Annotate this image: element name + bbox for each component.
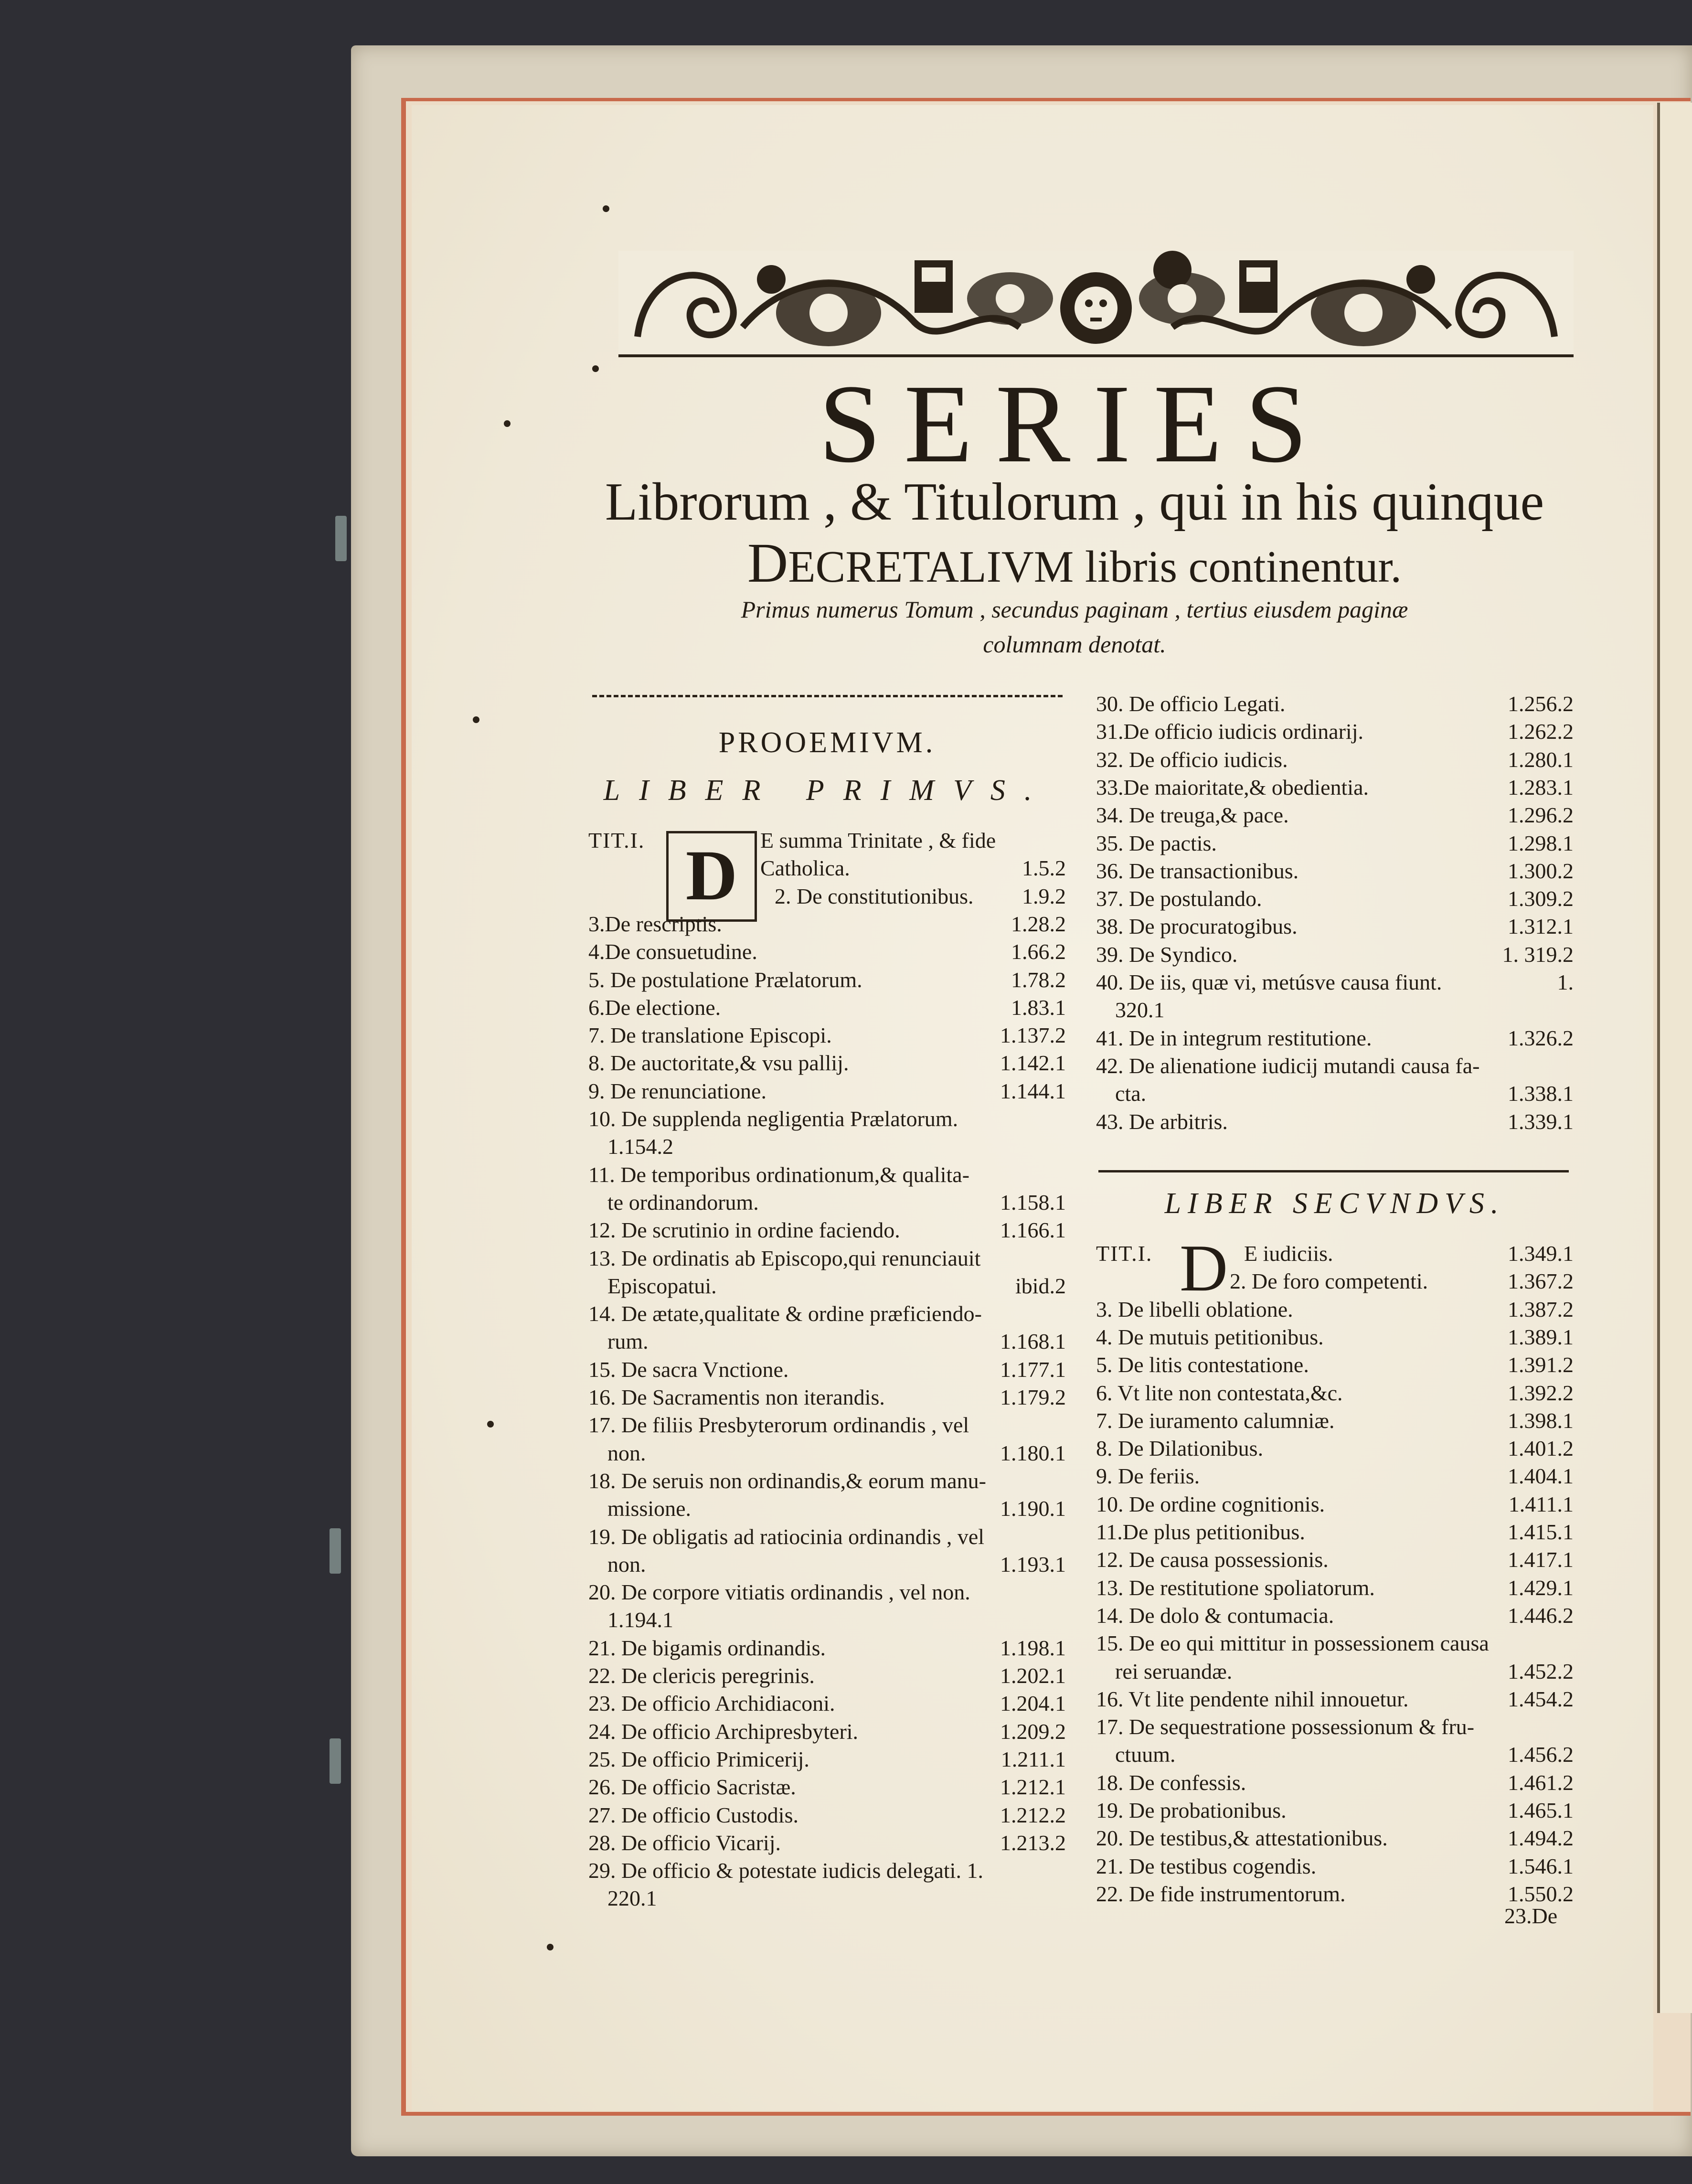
entry-title: 18. De seruis non ordinandis,& eorum manu- bbox=[588, 1468, 986, 1493]
entry-reference: 1.179.2 bbox=[1000, 1385, 1066, 1409]
index-entry bbox=[588, 1300, 1066, 1328]
entry-title: 16. De Sacramentis non iterandis. bbox=[588, 1385, 885, 1409]
entry-reference: 1.296.2 bbox=[1508, 803, 1574, 828]
clasp-hinge bbox=[330, 1738, 341, 1784]
entry-reference: 1.28.2 bbox=[1011, 911, 1066, 936]
entry-title: 1.194.1 bbox=[607, 1608, 673, 1632]
entry-reference: 1.158.1 bbox=[1000, 1190, 1066, 1215]
index-entry bbox=[588, 1049, 1066, 1077]
entry-reference: 1.367.2 bbox=[1508, 1269, 1574, 1294]
entry-title: 8. De auctoritate,& vsu pallij. bbox=[588, 1051, 849, 1076]
entry-reference: ibid.2 bbox=[1015, 1273, 1066, 1298]
entry-reference: 1.550.2 bbox=[1508, 1881, 1574, 1906]
divider-rule bbox=[592, 695, 1063, 697]
index-entry bbox=[1096, 885, 1574, 913]
entry-title: 26. De officio Sacristæ. bbox=[588, 1775, 796, 1800]
index-entry bbox=[607, 1551, 1066, 1578]
entry-reference: 1.429.1 bbox=[1508, 1575, 1574, 1600]
index-entry bbox=[760, 827, 1066, 854]
index-entry bbox=[607, 1133, 1066, 1161]
entry-title: 21. De testibus cogendis. bbox=[1096, 1854, 1317, 1878]
entry-reference: 1.401.2 bbox=[1508, 1436, 1574, 1461]
index-entry bbox=[588, 1690, 1066, 1717]
entry-title: 17. De sequestratione possessionum & fru- bbox=[1096, 1715, 1475, 1739]
entry-title: rei seruandæ. bbox=[1115, 1659, 1233, 1683]
subtitle-line-2 bbox=[549, 532, 1600, 594]
entry-reference: 1.546.1 bbox=[1508, 1854, 1574, 1878]
index-entry bbox=[607, 1272, 1066, 1300]
index-entry bbox=[1096, 1462, 1574, 1490]
entry-reference: 1.168.1 bbox=[1000, 1329, 1066, 1354]
index-entry bbox=[1096, 746, 1574, 774]
entry-reference: 1.417.1 bbox=[1508, 1547, 1574, 1572]
stain-dot bbox=[504, 420, 511, 427]
entry-title: 19. De probationibus. bbox=[1096, 1798, 1287, 1822]
entry-reference: 1.256.2 bbox=[1508, 692, 1574, 716]
entry-title: 9. De feriis. bbox=[1096, 1464, 1200, 1489]
entry-reference: 1.461.2 bbox=[1508, 1770, 1574, 1795]
stain-dot bbox=[487, 1421, 494, 1428]
entry-reference: 1.212.2 bbox=[1000, 1802, 1066, 1827]
entry-reference: 1.144.1 bbox=[1000, 1078, 1066, 1103]
entry-reference: 1.456.2 bbox=[1508, 1742, 1574, 1767]
index-entry bbox=[1096, 1853, 1574, 1880]
entry-reference: 1.190.1 bbox=[1000, 1496, 1066, 1521]
entry-reference: 1.454.2 bbox=[1508, 1686, 1574, 1711]
entry-reference: 1.180.1 bbox=[1000, 1440, 1066, 1465]
entry-title: 11. De temporibus ordinationum,& qualita- bbox=[588, 1162, 970, 1187]
entry-title: 3. De libelli oblatione. bbox=[1096, 1297, 1293, 1321]
index-entry bbox=[588, 1411, 1066, 1439]
note-line-1: Primus numerus Tomum , secundus paginam , tertius eiusdem paginæ bbox=[741, 596, 1408, 623]
index-entry bbox=[1115, 1658, 1574, 1685]
entry-title: E iudiciis. bbox=[1244, 1241, 1333, 1266]
index-entry bbox=[588, 1718, 1066, 1746]
entry-reference: 1.415.1 bbox=[1508, 1520, 1574, 1544]
entry-reference: 1.389.1 bbox=[1508, 1324, 1574, 1349]
entry-title: 13. De ordinatis ab Episcopo,qui renunciauit bbox=[588, 1246, 981, 1270]
entry-reference: 1.387.2 bbox=[1508, 1297, 1574, 1321]
index-entry bbox=[1096, 774, 1574, 801]
entry-reference: 1.392.2 bbox=[1508, 1380, 1574, 1405]
entry-title: 20. De testibus,& attestationibus. bbox=[1096, 1826, 1388, 1851]
index-entry bbox=[1096, 1323, 1574, 1351]
index-entry bbox=[1096, 1769, 1574, 1797]
index-entry bbox=[588, 1467, 1066, 1495]
index-entry bbox=[1096, 1880, 1574, 1908]
entry-title: Episcopatui. bbox=[607, 1273, 717, 1298]
proemium-heading: PROOEMIVM. bbox=[718, 726, 936, 759]
entry-title: 2. De constitutionibus. bbox=[775, 884, 974, 908]
stain-dot bbox=[603, 205, 609, 212]
index-entry bbox=[1115, 996, 1574, 1024]
entry-reference: 1.213.2 bbox=[1000, 1830, 1066, 1855]
entry-title: 320.1 bbox=[1115, 998, 1165, 1023]
headpiece-ornament-icon bbox=[618, 241, 1574, 365]
index-entry bbox=[588, 1662, 1066, 1690]
entry-title: 5. De litis contestatione. bbox=[1096, 1353, 1309, 1377]
entry-reference: 1.309.2 bbox=[1508, 886, 1574, 911]
note-line-2: columnam denotat. bbox=[983, 630, 1166, 658]
entry-reference: 1.465.1 bbox=[1508, 1798, 1574, 1822]
entry-title: 10. De supplenda negligentia Prælatorum. bbox=[588, 1107, 958, 1131]
entry-title: te ordinandorum. bbox=[607, 1190, 759, 1215]
entry-title: non. bbox=[607, 1440, 646, 1465]
entry-reference: 1.404.1 bbox=[1508, 1464, 1574, 1489]
entry-title: ctuum. bbox=[1115, 1742, 1176, 1767]
entry-title: 4.De consuetudine. bbox=[588, 939, 757, 964]
entry-title: 18. De confessis. bbox=[1096, 1770, 1246, 1795]
entry-title: 15. De sacra Vnctione. bbox=[588, 1357, 789, 1382]
index-entry bbox=[588, 1523, 1066, 1551]
entry-title: E summa Trinitate , & fide bbox=[760, 828, 996, 852]
index-entry bbox=[1096, 857, 1574, 885]
index-entry bbox=[588, 1216, 1066, 1244]
entry-reference: 1.177.1 bbox=[1000, 1357, 1066, 1382]
index-entry bbox=[588, 1746, 1066, 1773]
entry-title: 6.De electione. bbox=[588, 995, 721, 1020]
entry-title: rum. bbox=[607, 1329, 649, 1354]
index-entry bbox=[1096, 1713, 1574, 1741]
entry-reference: 1.66.2 bbox=[1011, 939, 1066, 964]
index-entry bbox=[1096, 718, 1574, 746]
entry-title: 31.De officio iudicis ordinarij. bbox=[1096, 719, 1363, 744]
entry-title: 9. De renunciatione. bbox=[588, 1078, 766, 1103]
index-entry bbox=[588, 994, 1066, 1022]
index-entry bbox=[607, 1189, 1066, 1216]
index-entry bbox=[607, 1328, 1066, 1355]
entry-reference: 1.5.2 bbox=[1022, 856, 1066, 881]
entry-reference: 1.204.1 bbox=[1000, 1691, 1066, 1716]
entry-reference: 1.300.2 bbox=[1508, 858, 1574, 883]
entry-title: 21. De bigamis ordinandis. bbox=[588, 1635, 826, 1660]
entry-reference: 1.211.1 bbox=[1000, 1747, 1066, 1771]
index-entry bbox=[1096, 1407, 1574, 1435]
entry-title: 36. De transactionibus. bbox=[1096, 858, 1299, 883]
entry-title: 15. De eo qui mittitur in possessionem causa bbox=[1096, 1631, 1489, 1656]
entry-reference: 1.262.2 bbox=[1508, 719, 1574, 744]
entry-title: 11.De plus petitionibus. bbox=[1096, 1520, 1305, 1544]
index-entry bbox=[1096, 1379, 1574, 1407]
index-entry bbox=[588, 1384, 1066, 1411]
entry-reference: 1.209.2 bbox=[1000, 1719, 1066, 1744]
entry-title: 5. De postulatione Prælatorum. bbox=[588, 967, 862, 992]
entry-title: 12. De causa possessionis. bbox=[1096, 1547, 1329, 1572]
index-entry bbox=[588, 1773, 1066, 1801]
entry-title: 42. De alienatione iudicij mutandi causa fa- bbox=[1096, 1053, 1480, 1078]
entry-reference: 1. bbox=[1557, 970, 1574, 994]
index-entry bbox=[1096, 1574, 1574, 1602]
entry-reference: 1.494.2 bbox=[1508, 1826, 1574, 1851]
entry-reference: 1.338.1 bbox=[1508, 1081, 1574, 1106]
entry-title: 25. De officio Primicerij. bbox=[588, 1747, 809, 1771]
index-entry bbox=[1096, 969, 1574, 996]
index-entry bbox=[1096, 1824, 1574, 1852]
entry-reference: 1.326.2 bbox=[1508, 1025, 1574, 1050]
entry-reference: 1.78.2 bbox=[1011, 967, 1066, 992]
subtitle-smallcaps: ECRETALIVM bbox=[788, 542, 1074, 592]
divider-rule bbox=[1098, 1170, 1569, 1172]
index-entry bbox=[588, 1829, 1066, 1857]
entry-title: 30. De officio Legati. bbox=[1096, 692, 1286, 716]
entry-title: missione. bbox=[607, 1496, 692, 1521]
liber-secundus-heading: LIBER SECVNDVS. bbox=[1164, 1187, 1505, 1220]
entry-reference: 1.283.1 bbox=[1508, 775, 1574, 799]
index-entry bbox=[607, 1885, 1066, 1912]
entry-title: 20. De corpore vitiatis ordinandis , vel non. bbox=[588, 1580, 970, 1605]
decorated-initial: D bbox=[666, 831, 757, 922]
index-entry bbox=[775, 883, 1066, 910]
entry-title: 8. De Dilationibus. bbox=[1096, 1436, 1264, 1461]
index-entry bbox=[1096, 1435, 1574, 1462]
clasp-hinge bbox=[330, 1528, 341, 1574]
entry-title: 220.1 bbox=[607, 1886, 657, 1911]
entry-reference: 1.339.1 bbox=[1508, 1109, 1574, 1134]
index-entry bbox=[1096, 1108, 1574, 1136]
subtitle-line-1: Librorum , & Titulorum , qui in his quinque bbox=[605, 472, 1544, 532]
subtitle-rest: libris continentur. bbox=[1074, 542, 1402, 592]
index-entry bbox=[1096, 1685, 1574, 1713]
entry-title: 22. De clericis peregrinis. bbox=[588, 1663, 815, 1688]
entry-title: 38. De procuratogibus. bbox=[1096, 914, 1298, 939]
entry-reference: 1.137.2 bbox=[1000, 1023, 1066, 1048]
entry-title: 29. De officio & potestate iudicis delegati. 1. bbox=[588, 1858, 983, 1883]
entry-title: 17. De filiis Presbyterorum ordinandis , vel bbox=[588, 1413, 969, 1438]
subtitle-initial: D bbox=[747, 532, 788, 594]
index-entry bbox=[588, 1857, 1066, 1885]
entry-reference: 1.142.1 bbox=[1000, 1051, 1066, 1076]
index-entry bbox=[1230, 1268, 1574, 1295]
explanatory-note bbox=[621, 592, 1528, 661]
index-entry bbox=[588, 1105, 1066, 1133]
initial-letter: D bbox=[1180, 1231, 1228, 1305]
index-entry bbox=[1096, 1296, 1574, 1323]
index-entry bbox=[1096, 1602, 1574, 1630]
entry-title: 34. De treuga,& pace. bbox=[1096, 803, 1289, 828]
index-entry bbox=[760, 854, 1066, 882]
entry-title: 14. De dolo & contumacia. bbox=[1096, 1603, 1334, 1628]
entry-title: Catholica. bbox=[760, 856, 850, 881]
index-entry bbox=[1096, 1052, 1574, 1080]
index-entry bbox=[588, 938, 1066, 966]
entry-reference: 1.411.1 bbox=[1508, 1492, 1574, 1516]
entry-title: 14. De ætate,qualitate & ordine præficiendo- bbox=[588, 1301, 982, 1326]
entry-title: 19. De obligatis ad ratiocinia ordinandis , vel bbox=[588, 1524, 985, 1549]
entry-title: 16. Vt lite pendente nihil innouetur. bbox=[1096, 1686, 1409, 1711]
index-entry bbox=[588, 1245, 1066, 1272]
index-entry bbox=[607, 1495, 1066, 1523]
entry-reference: 1.198.1 bbox=[1000, 1635, 1066, 1660]
entry-reference: 1.446.2 bbox=[1508, 1603, 1574, 1628]
entry-title: 43. De arbitris. bbox=[1096, 1109, 1228, 1134]
entry-title: 40. De iis, quæ vi, metúsve causa fiunt. bbox=[1096, 970, 1442, 994]
index-entry bbox=[588, 1578, 1066, 1606]
entry-reference: 1.202.1 bbox=[1000, 1663, 1066, 1688]
index-entry bbox=[607, 1439, 1066, 1467]
entry-reference: 1.9.2 bbox=[1022, 884, 1066, 908]
entry-reference: 1.193.1 bbox=[1000, 1552, 1066, 1577]
entry-title: 33.De maioritate,& obedientia. bbox=[1096, 775, 1369, 799]
entry-title: 3.De rescriptis. bbox=[588, 911, 722, 936]
index-entry bbox=[1096, 1351, 1574, 1379]
page-title: SERIES bbox=[819, 362, 1330, 486]
index-entry bbox=[1096, 941, 1574, 969]
entry-title: cta. bbox=[1115, 1081, 1147, 1106]
index-entry bbox=[1096, 1797, 1574, 1824]
index-entry bbox=[588, 1801, 1066, 1829]
entry-title: 39. De Syndico. bbox=[1096, 942, 1238, 967]
entry-title: 41. De in integrum restitutione. bbox=[1096, 1025, 1372, 1050]
index-entry bbox=[588, 1634, 1066, 1662]
clasp-hinge bbox=[335, 516, 347, 561]
entry-title: 2. De foro competenti. bbox=[1230, 1269, 1428, 1294]
index-entry bbox=[1096, 690, 1574, 718]
entry-title: 24. De officio Archipresbyteri. bbox=[588, 1719, 859, 1744]
catchword: 23.De bbox=[1504, 1904, 1558, 1928]
index-entry bbox=[1096, 1630, 1574, 1657]
index-entry bbox=[1096, 913, 1574, 940]
entry-reference: 1.280.1 bbox=[1508, 747, 1574, 772]
index-entry bbox=[1096, 1024, 1574, 1052]
entry-title: 10. De ordine cognitionis. bbox=[1096, 1492, 1325, 1516]
index-entry bbox=[588, 1077, 1066, 1105]
index-entry bbox=[588, 1356, 1066, 1384]
entry-reference: 1.298.1 bbox=[1508, 831, 1574, 855]
entry-title: 28. De officio Vicarij. bbox=[588, 1830, 781, 1855]
stain-dot bbox=[547, 1944, 553, 1950]
index-entry bbox=[588, 910, 1066, 938]
index-entry bbox=[1096, 1491, 1574, 1518]
index-entry bbox=[1115, 1080, 1574, 1108]
entry-title: 12. De scrutinio in ordine faciendo. bbox=[588, 1218, 900, 1243]
tit-label: TIT.I. bbox=[588, 828, 645, 852]
liber-primus-heading: LIBER PRIMVS. bbox=[603, 774, 1051, 807]
entry-reference: 1.312.1 bbox=[1508, 914, 1574, 939]
entry-reference: 1.398.1 bbox=[1508, 1408, 1574, 1433]
entry-title: 23. De officio Archidiaconi. bbox=[588, 1691, 835, 1716]
index-entry bbox=[1244, 1240, 1574, 1268]
entry-reference: 1.349.1 bbox=[1508, 1241, 1574, 1266]
entry-title: 32. De officio iudicis. bbox=[1096, 747, 1288, 772]
entry-title: 22. De fide instrumentorum. bbox=[1096, 1881, 1346, 1906]
entry-title: 1.154.2 bbox=[607, 1134, 673, 1159]
entry-reference: 1.212.1 bbox=[1000, 1775, 1066, 1800]
entry-title: non. bbox=[607, 1552, 646, 1577]
entry-title: 37. De postulando. bbox=[1096, 886, 1262, 911]
entry-title: 7. De translatione Episcopi. bbox=[588, 1023, 832, 1048]
entry-reference: 1.391.2 bbox=[1508, 1353, 1574, 1377]
entry-reference: 1.452.2 bbox=[1508, 1659, 1574, 1683]
index-entry bbox=[1096, 1546, 1574, 1574]
index-entry bbox=[1096, 1518, 1574, 1546]
entry-reference: 1.166.1 bbox=[1000, 1218, 1066, 1243]
entry-title: 27. De officio Custodis. bbox=[588, 1802, 798, 1827]
entry-title: 13. De restitutione spoliatorum. bbox=[1096, 1575, 1375, 1600]
index-entry bbox=[1096, 801, 1574, 829]
index-entry bbox=[1096, 830, 1574, 857]
entry-title: 7. De iuramento calumniæ. bbox=[1096, 1408, 1335, 1433]
entry-title: 6. Vt lite non contestata,&c. bbox=[1096, 1380, 1343, 1405]
index-entry bbox=[1115, 1741, 1574, 1769]
index-entry bbox=[588, 1022, 1066, 1049]
entry-reference: 1. 319.2 bbox=[1502, 942, 1574, 967]
facing-page bbox=[1657, 103, 1692, 2013]
index-entry bbox=[607, 1606, 1066, 1634]
index-entry bbox=[588, 1161, 1066, 1189]
index-entry bbox=[588, 966, 1066, 994]
stain-dot bbox=[473, 716, 479, 723]
entry-title: 35. De pactis. bbox=[1096, 831, 1217, 855]
entry-reference: 1.83.1 bbox=[1011, 995, 1066, 1020]
tit-label: TIT.I. bbox=[1096, 1241, 1153, 1266]
entry-title: 4. De mutuis petitionibus. bbox=[1096, 1324, 1324, 1349]
